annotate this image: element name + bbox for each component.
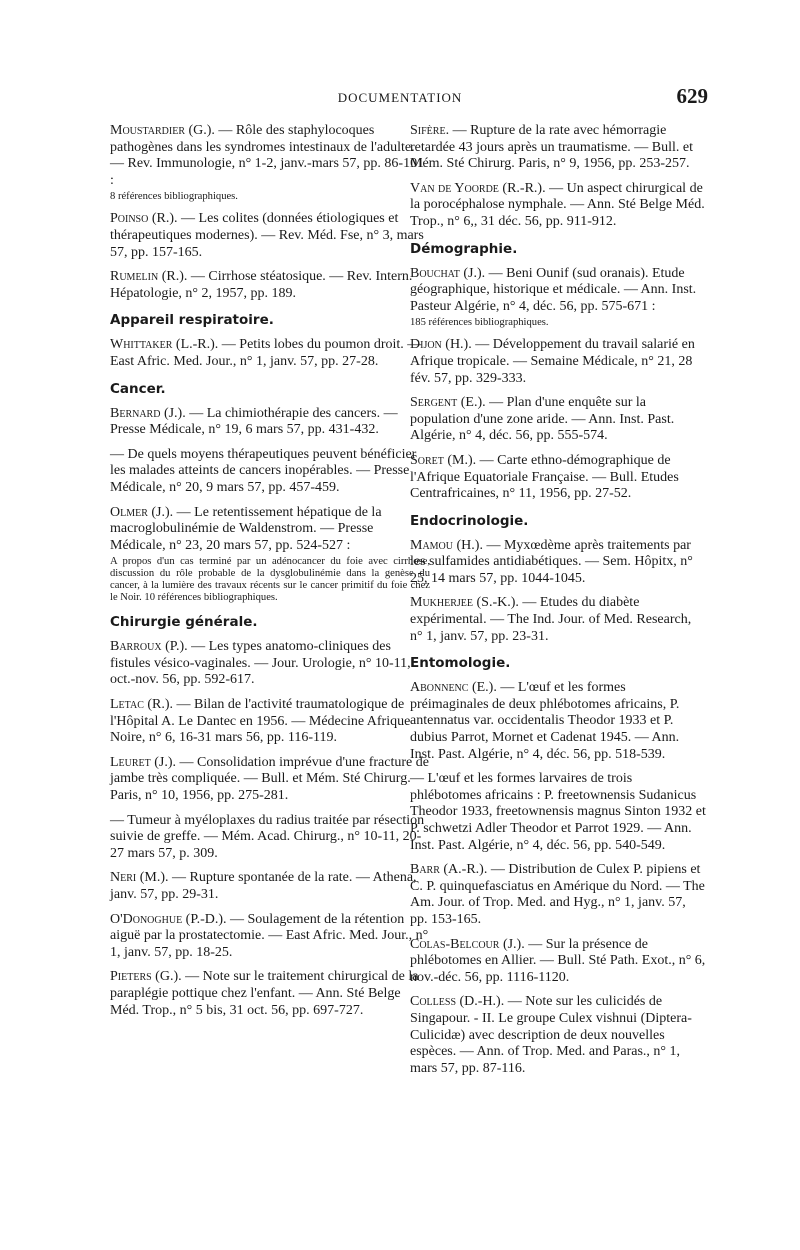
entry-text: — Carte ethno-démographique de l'Afrique Equatoriale Française. — Bull. Etudes Centrafricaines, n° 11, 1956, pp. 27-52.	[410, 452, 679, 502]
section-heading: Entomologie.	[410, 655, 511, 672]
entry-text: — Un aspect chirurgical de la porocéphalose nymphale. — Ann. Sté Belge Méd. Trop., n° 6,, 31 déc. 56, pp. 911-912.	[410, 180, 705, 229]
entry-author: Leuret (J.).	[110, 754, 177, 770]
entry-author: Sergent (E.).	[410, 395, 486, 411]
entry-text: — Plan d'une enquête sur la population d'une zone aride. — Ann. Inst. Past. Algérie, n° 4, déc. 56, pp. 555-574.	[410, 395, 675, 444]
bibliography-entry	[110, 447, 430, 497]
section-heading: Appareil respiratoire.	[110, 312, 274, 329]
entry-author: Letac (R.).	[110, 697, 174, 713]
entry-author: Colas-Belcour (J.).	[410, 936, 525, 952]
entry-author: Mamou (H.).	[410, 537, 483, 553]
entry-author: Barroux (P.).	[110, 639, 188, 655]
page-number: 629	[676, 84, 708, 108]
entry-text: — L'œuf et les formes larvaires de trois phlébotomes africains : P. freetownensis Sudanicus Theodor 1933, freetownensis magnus Sinton 1932 et P. schwetzi Adler Theodor et Parrot 1929. — Ann. Inst. Past. Algérie, n° 4, déc. 56, pp. 540-549.	[410, 771, 706, 853]
entry-author: Colless (D.-H.).	[410, 994, 505, 1010]
entry-text: — Note sur le traitement chirurgical de la paraplégie pottique chez l'enfant. — Ann. Sté Belge Méd. Trop., n° 5 bis, 31 oct. 56, pp. 697-727.	[110, 969, 419, 1018]
bibliography-entry	[410, 123, 706, 173]
entry-text: — Bilan de l'activité traumatologique de l'Hôpital A. Le Dantec en 1956. — Médecine Afrique Noire, n° 6, 16-31 mars 56, pp. 116-119.	[110, 697, 411, 746]
bibliography-entry	[110, 211, 430, 261]
entry-text: — Les types anatomo-cliniques des fistules vésico-vaginales. — Jour. Urologie, n° 10-11, oct.-nov. 56, pp. 592-617.	[110, 639, 411, 688]
entry-text: — Rupture de la rate avec hémorragie retardée 43 jours après un traumatisme. — Bull. et Mém. Sté Chirurg. Paris, n° 9, 1956, pp. 253-257.	[410, 123, 694, 172]
entry-author: Soret (M.).	[410, 452, 477, 468]
entry-text: — Beni Ounif (sud oranais). Etude géographique, historique et médicale. — Ann. Inst. Pasteur Algérie, n° 4, déc. 56, pp. 575-671 :	[410, 265, 697, 314]
bibliography-entry	[410, 680, 706, 763]
entry-author: Poinso (R.).	[110, 211, 178, 227]
entry-text: — Distribution de Culex P. pipiens et C. P. quinquefasciatus en Amérique du Nord. — The Am. Jour. of Trop. Med. and Hyg., n° 1, janv. 57, pp. 153-165.	[410, 862, 705, 927]
section-heading: Chirurgie générale.	[110, 614, 258, 631]
entry-text: — Etudes du diabète expérimental. — The Ind. Jour. of Med. Research, n° 1, janv. 57, pp. 23-31.	[410, 595, 692, 644]
entry-author: Barr (A.-R.).	[410, 862, 488, 878]
entry-author: Dijon (H.).	[410, 337, 472, 353]
entry-author: Rumelin (R.).	[110, 269, 188, 285]
page-header	[0, 84, 800, 112]
bibliography-entry	[410, 994, 706, 1077]
entry-author: Mukherjee (S.-K.).	[410, 595, 519, 611]
reference-note: A propos d'un cas terminé par un adénocancer du foie avec cirrhose, discussion du rôle probable de la dysglobulinémie dans la genèse du cancer, à la lumière des travaux récents sur le cancer primitif du foie chez le Noir. 10 références bibliographiques.	[110, 556, 430, 604]
entry-text: — Le retentissement hépatique de la macroglobulinémie de Waldenstrom. — Presse Médicale, n° 23, 20 mars 57, pp. 524-527 :	[110, 504, 382, 553]
entry-text: — Rupture spontanée de la rate. — Athena, janv. 57, pp. 29-31.	[110, 870, 417, 902]
bibliography-entry	[110, 406, 430, 439]
entry-author: Sifère.	[410, 123, 450, 138]
bibliography-entry	[410, 538, 706, 588]
bibliography-entry	[110, 912, 430, 962]
bibliography-entry	[110, 639, 430, 689]
running-title: DOCUMENTATION	[337, 90, 463, 105]
section-heading: Démographie.	[410, 240, 518, 257]
bibliography-entry	[110, 813, 430, 863]
entry-text: — Petits lobes du poumon droit. — East Afric. Med. Jour., n° 1, janv. 57, pp. 27-28.	[110, 337, 422, 369]
entry-text: — Cirrhose stéatosique. — Rev. Intern. Hépatologie, n° 2, 1957, pp. 189.	[110, 269, 413, 301]
entry-text: — Les colites (données étiologiques et thérapeutiques modernes). — Rev. Méd. Fse, n° 3, mars 57, pp. 157-165.	[110, 211, 424, 260]
entry-author: Van de Yoorde (R.-R.).	[410, 180, 546, 196]
bibliography-entry	[110, 123, 430, 189]
entry-author: O'Donoghue (P.-D.).	[110, 911, 227, 927]
bibliography-entry	[410, 862, 706, 928]
entry-author: Whittaker (L.-R.).	[110, 337, 219, 353]
entry-author: Pieters (G.).	[110, 969, 182, 985]
bibliography-entry	[410, 395, 706, 445]
entry-text: — L'œuf et les formes préimaginales de deux phlébotomes africains, P. antennatus var. occidentalis Theodor 1933 et P. dubius Parrot, Mornet et Cadenat 1945. — Ann. Inst. Past. Algérie, n° 4, déc. 56, pp. 518-539.	[410, 680, 680, 762]
left-column	[110, 123, 430, 1027]
entry-text: — Sur la présence de phlébotomes en Allier. — Bull. Sté Path. Exot., n° 6, nov.-déc. 56, pp. 1116-1120.	[410, 936, 706, 985]
entry-author: Neri (M.).	[110, 870, 169, 886]
bibliography-entry	[410, 595, 706, 645]
bibliography-entry	[110, 269, 430, 302]
entry-text: — La chimiothérapie des cancers. — Presse Médicale, n° 19, 6 mars 57, pp. 431-432.	[110, 405, 398, 438]
right-column	[410, 123, 706, 1085]
entry-author: Bernard (J.).	[110, 405, 186, 421]
section-heading: Endocrinologie.	[410, 512, 529, 529]
entry-author: Bouchat (J.).	[410, 265, 486, 281]
entry-author: Abonnenc (E.).	[410, 680, 497, 696]
bibliography-entry	[110, 755, 430, 805]
bibliography-entry	[110, 505, 430, 555]
bibliography-entry	[410, 337, 706, 387]
entry-author: Moustardier (G.).	[110, 123, 215, 138]
bibliography-entry	[110, 969, 430, 1019]
entry-text: — Note sur les culicidés de Singapour. - II. Le groupe Culex vishnui (Diptera-Culicidæ) avec description de deux nouvelles espèces. — Ann. of Trop. Med. and Paras., n° 1, mars 57, pp. 87-116.	[410, 994, 692, 1076]
entry-text: — De quels moyens thérapeutiques peuvent bénéficier les malades atteints de cancers inopérables. — Presse Médicale, n° 20, 9 mars 57, pp. 457-459.	[110, 446, 417, 495]
bibliography-entry	[110, 870, 430, 903]
entry-text: — Soulagement de la rétention aiguë par la prostatectomie. — East Afric. Med. Jour., n° 1, janv. 57, pp. 18-25.	[110, 911, 429, 960]
bibliography-entry	[410, 453, 706, 503]
section-heading: Cancer.	[110, 380, 166, 397]
bibliography-entry	[410, 771, 706, 854]
entry-text: — Développement du travail salarié en Afrique tropicale. — Semaine Médicale, n° 21, 28 fév. 57, pp. 329-333.	[410, 337, 695, 386]
bibliography-entry	[410, 266, 706, 316]
bibliography-entry	[110, 697, 430, 747]
reference-note: 185 références bibliographiques.	[410, 317, 549, 329]
bibliography-entry	[410, 937, 706, 987]
entry-text: — Rôle des staphylocoques pathogènes dans les syndromes intestinaux de l'adulte. — Rev. Immunologie, n° 1-2, janv.-mars 57, pp. 86-101 :	[110, 123, 425, 188]
entry-text: — Tumeur à myéloplaxes du radius traitée par résection suivie de greffe. — Mém. Acad. Chirurg., n° 10-11, 20-27 mars 57, p. 309.	[110, 812, 425, 861]
bibliography-entry	[110, 337, 430, 370]
entry-author: Olmer (J.).	[110, 504, 174, 520]
reference-note: 8 références bibliographiques.	[110, 191, 238, 203]
bibliography-entry	[410, 181, 706, 231]
entry-text: — Myxœdème après traitements par les sulfamides antidiabétiques. — Sem. Hôpitx, n° 25, 14 mars 57, pp. 1044-1045.	[410, 537, 693, 586]
entry-text: — Consolidation imprévue d'une fracture de jambe très compliquée. — Bull. et Mém. Sté Chirurg. Paris, n° 10, 1956, pp. 275-281.	[110, 754, 429, 804]
